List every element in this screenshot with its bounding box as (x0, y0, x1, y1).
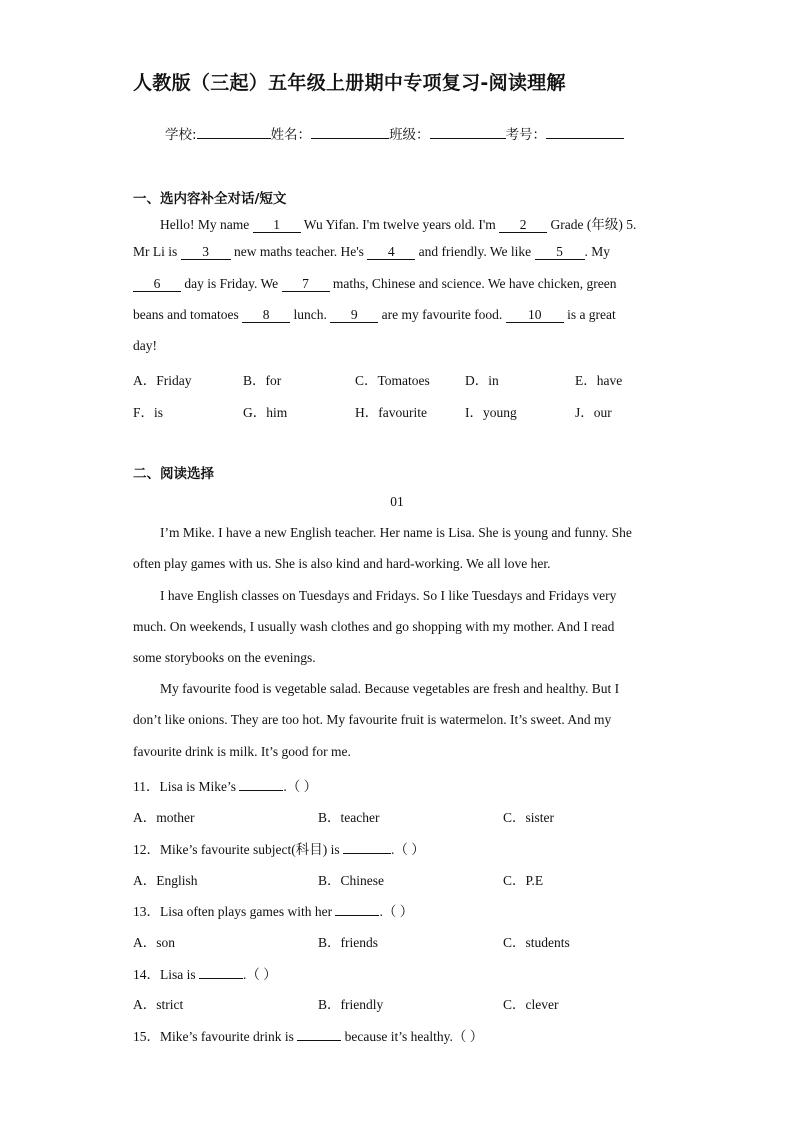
blank-8[interactable]: 8 (242, 308, 290, 323)
q11-option-b[interactable]: B．teacher (318, 810, 380, 825)
passage-number: 01 (390, 494, 404, 509)
passage-line: I’m Mike. I have a new English teacher. Her name is Lisa. She is young and funny. She (160, 525, 632, 540)
passage-line (133, 307, 616, 323)
question-text: 14．Lisa is (133, 967, 199, 982)
text-segment: Grade (年级) 5. (547, 217, 637, 232)
passage-line: don’t like onions. They are too hot. My favourite fruit is watermelon. It’s sweet. And my (133, 712, 612, 727)
question-text: 13．Lisa often plays games with her (133, 904, 336, 919)
passage-line (133, 244, 610, 260)
q14-option-a[interactable]: A．strict (133, 997, 184, 1012)
question-text: because it’s healthy.（ ） (341, 1029, 484, 1044)
text-segment: Mr Li is (133, 244, 181, 259)
option-e[interactable]: E．have (575, 373, 623, 388)
question-12 (133, 838, 425, 858)
class-label: 班级： (389, 127, 430, 143)
exam-no-label: 考号： (505, 127, 547, 143)
answer-blank[interactable] (343, 841, 391, 854)
blank-3[interactable]: 3 (181, 245, 231, 260)
blank-1[interactable]: 1 (253, 218, 301, 233)
question-14 (133, 963, 277, 983)
option-i[interactable]: I．young (465, 405, 517, 420)
option-b[interactable]: B．for (243, 373, 282, 388)
passage-line: often play games with us. She is also kind and hard-working. We all love her. (133, 556, 551, 571)
text-segment: . My (584, 244, 611, 259)
text-segment: are my favourite food. (378, 307, 506, 322)
q11-option-c[interactable]: C．sister (503, 810, 555, 825)
class-blank[interactable] (430, 123, 506, 139)
question-text: 12．Mike’s favourite subject(科目) is (133, 842, 343, 857)
blank-9[interactable]: 9 (330, 308, 378, 323)
passage-line: day! (133, 338, 157, 353)
blank-10[interactable]: 10 (506, 308, 564, 323)
student-info-row (165, 123, 624, 143)
passage-line: some storybooks on the evenings. (133, 650, 316, 665)
text-segment: Hello! My name (160, 217, 253, 232)
question-text: .（ ） (390, 842, 425, 857)
option-c[interactable]: C．Tomatoes (355, 373, 430, 388)
passage-line: much. On weekends, I usually wash clothes and go shopping with my mother. And I read (133, 619, 615, 634)
text-segment: lunch. (290, 307, 331, 322)
q13-option-c[interactable]: C．students (503, 935, 570, 950)
option-h[interactable]: H．favourite (355, 405, 427, 420)
passage-line: I have English classes on Tuesdays and Fridays. So I like Tuesdays and Fridays very (160, 588, 617, 603)
text-segment: day is Friday. We (181, 276, 282, 291)
option-j[interactable]: J．our (575, 405, 612, 420)
name-blank[interactable] (311, 123, 389, 139)
passage-line: favourite drink is milk. It’s good for me. (133, 744, 351, 759)
question-11 (133, 775, 317, 795)
question-text: .（ ） (283, 779, 318, 794)
text-segment: and friendly. We like (415, 244, 535, 259)
question-text: 11．Lisa is Mike’s (133, 779, 240, 794)
section2-heading: 二、阅读选择 (133, 466, 214, 482)
passage-line (160, 213, 636, 233)
q13-option-b[interactable]: B．friends (318, 935, 378, 950)
question-13 (133, 900, 413, 920)
blank-2[interactable]: 2 (499, 218, 547, 233)
passage-line: My favourite food is vegetable salad. Because vegetables are fresh and healthy. But I (160, 681, 620, 696)
blank-4[interactable]: 4 (367, 245, 415, 260)
q12-option-c[interactable]: C．P.E (503, 873, 544, 888)
option-g[interactable]: G．him (243, 405, 288, 420)
blank-6[interactable]: 6 (133, 277, 181, 292)
text-segment: is a great (563, 307, 616, 322)
question-text: .（ ） (243, 967, 277, 982)
option-f[interactable]: F．is (133, 405, 164, 420)
text-segment: beans and tomatoes (133, 307, 243, 322)
passage-line (133, 276, 616, 292)
question-15 (133, 1025, 483, 1045)
q14-option-b[interactable]: B．friendly (318, 997, 384, 1012)
blank-5[interactable]: 5 (535, 245, 585, 260)
answer-blank[interactable] (199, 966, 243, 979)
answer-blank[interactable] (335, 903, 379, 916)
q12-option-a[interactable]: A．English (133, 873, 198, 888)
option-d[interactable]: D．in (465, 373, 499, 388)
text-segment: Wu Yifan. I'm twelve years old. I'm (300, 217, 500, 232)
school-blank[interactable] (197, 123, 271, 139)
blank-7[interactable]: 7 (282, 277, 330, 292)
name-label: 姓名： (270, 127, 312, 143)
option-a[interactable]: A．Friday (133, 373, 192, 388)
q14-option-c[interactable]: C．clever (503, 997, 559, 1012)
question-text: .（ ） (379, 904, 414, 919)
text-segment: maths, Chinese and science. We have chicken, green (329, 276, 617, 291)
text-segment: new maths teacher. He's (230, 244, 368, 259)
answer-blank[interactable] (239, 778, 283, 791)
q11-option-a[interactable]: A．mother (133, 810, 195, 825)
q13-option-a[interactable]: A．son (133, 935, 176, 950)
question-text: 15．Mike’s favourite drink is (133, 1029, 298, 1044)
section1-heading: 一、选内容补全对话/短文 (133, 191, 287, 207)
q12-option-b[interactable]: B．Chinese (318, 873, 384, 888)
page-title: 人教版（三起）五年级上册期中专项复习-阅读理解 (133, 72, 566, 94)
school-label: 学校: (165, 127, 197, 143)
answer-blank[interactable] (297, 1028, 341, 1041)
exam-no-blank[interactable] (546, 123, 624, 139)
